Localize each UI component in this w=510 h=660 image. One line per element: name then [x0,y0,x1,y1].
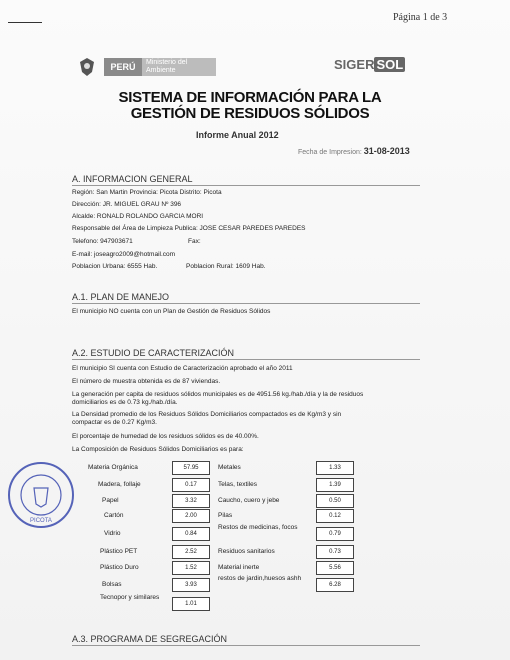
composition-value: 2.00 [172,509,210,523]
composition-label: Bolsas [102,581,122,588]
study-text: La Densidad promedio de los Residuos Sólidos Domiciliarios compactados es de Kg/m3 y sin [72,411,342,418]
composition-label: restos de jardin,huesos ashh [218,575,302,582]
divider [72,359,420,360]
composition-value: 6.28 [316,578,354,592]
composition-value: 0.79 [316,527,354,541]
composition-value: 2.52 [172,545,210,559]
report-subtitle: Informe Anual 2012 [196,130,279,140]
section-segregation-heading: A.3. PROGRAMA DE SEGREGACIÓN [72,634,228,644]
peru-coat-of-arms-icon [76,56,98,78]
study-text: La Composición de Residuos Sólidos Domiciliarios es para: [72,446,244,453]
composition-label: Residuos sanitarios [218,548,275,555]
composition-label: Metales [218,464,241,471]
print-date: Fecha de Impresion: 31-08-2013 [298,146,410,156]
composition-value: 0.17 [172,478,210,492]
phone-line: Telefono: 947903671 [72,238,133,245]
divider [72,303,420,304]
svg-text:PICOTA: PICOTA [30,518,52,524]
study-text: compactar es de 0.27 Kg/m3. [72,419,157,426]
page-number: Página 1 de 3 [393,12,448,23]
composition-label: Caucho, cuero y jebe [218,497,280,504]
email-line: E-mail: joseagro2009@hotmail.com [72,251,176,258]
section-study-heading: A.2. ESTUDIO DE CARACTERIZACIÓN [72,348,235,358]
section-general-heading: A. INFORMACION GENERAL [72,174,193,184]
composition-value: 5.56 [316,561,354,575]
composition-value: 1.01 [172,597,210,611]
urban-population: Poblacion Urbana: 6555 Hab. [72,263,158,270]
divider [72,185,420,186]
composition-value: 0.50 [316,494,354,508]
composition-value: 3.32 [172,494,210,508]
composition-label: Telas, textiles [218,481,258,488]
study-text: El número de muestra obtenida es de 87 viviendas. [72,378,221,385]
responsible-line: Responsable del Área de Limpieza Publica: JOSE CESAR PAREDES PAREDES [72,225,306,232]
composition-label: Plástico Duro [100,564,139,571]
composition-value: 0.84 [172,527,210,541]
region-line: Región: San Martin Provincia: Picota Distrito: Picota [72,189,222,196]
composition-value: 1.52 [172,561,210,575]
composition-label: Plástico PET [100,548,138,555]
composition-value: 0.73 [316,545,354,559]
composition-label: Vidrio [104,530,121,537]
composition-value: 0.12 [316,509,354,523]
composition-value: 57.95 [172,461,210,475]
composition-label: Cartón [104,512,124,519]
composition-label: Madera, follaje [98,481,141,488]
section-plan-heading: A.1. PLAN DE MANEJO [72,292,170,302]
composition-label: Pilas [218,512,233,519]
sigersol-logo: SIGER SOL [334,57,404,72]
municipal-seal-icon [6,460,76,530]
composition-value: 3.93 [172,578,210,592]
report-title: SISTEMA DE INFORMACIÓN PARA LA GESTIÓN DE RESIDUOS SÓLIDOS [118,89,382,122]
divider [72,645,420,646]
composition-label: Restos de medicinas, focos [218,524,298,531]
study-text: La generación per capita de residuos sólidos municipales es de 4951.56 kg./hab./día y la de residuos [72,391,364,398]
pen-mark [8,22,42,23]
fax-line: Fax: [188,238,201,245]
composition-value: 1.39 [316,478,354,492]
composition-label: Tecnopor y similares [100,594,160,601]
mayor-line: Alcalde: RONALD ROLANDO GARCIA MORI [72,213,204,220]
plan-text: El municipio NO cuenta con un Plan de Gestión de Residuos Sólidos [72,308,271,315]
study-text: domiciliarios es de 0.73 kg./hab./día. [72,399,178,406]
ministry-logo: PERÚ Ministerio del Ambiente [104,58,216,76]
composition-label: Material inerte [218,564,260,571]
composition-label: Papel [102,497,119,504]
study-text: El municipio SI cuenta con Estudio de Caracterización aprobado el año 2011 [72,365,293,372]
study-text: El porcentaje de humedad de los residuos sólidos es de 40.00%. [72,433,259,440]
address-line: Dirección: JR. MIGUEL GRAU Nº 396 [72,201,182,208]
composition-label: Materia Orgánica [88,464,138,471]
composition-value: 1.33 [316,461,354,475]
rural-population: Poblacion Rural: 1609 Hab. [186,263,266,270]
